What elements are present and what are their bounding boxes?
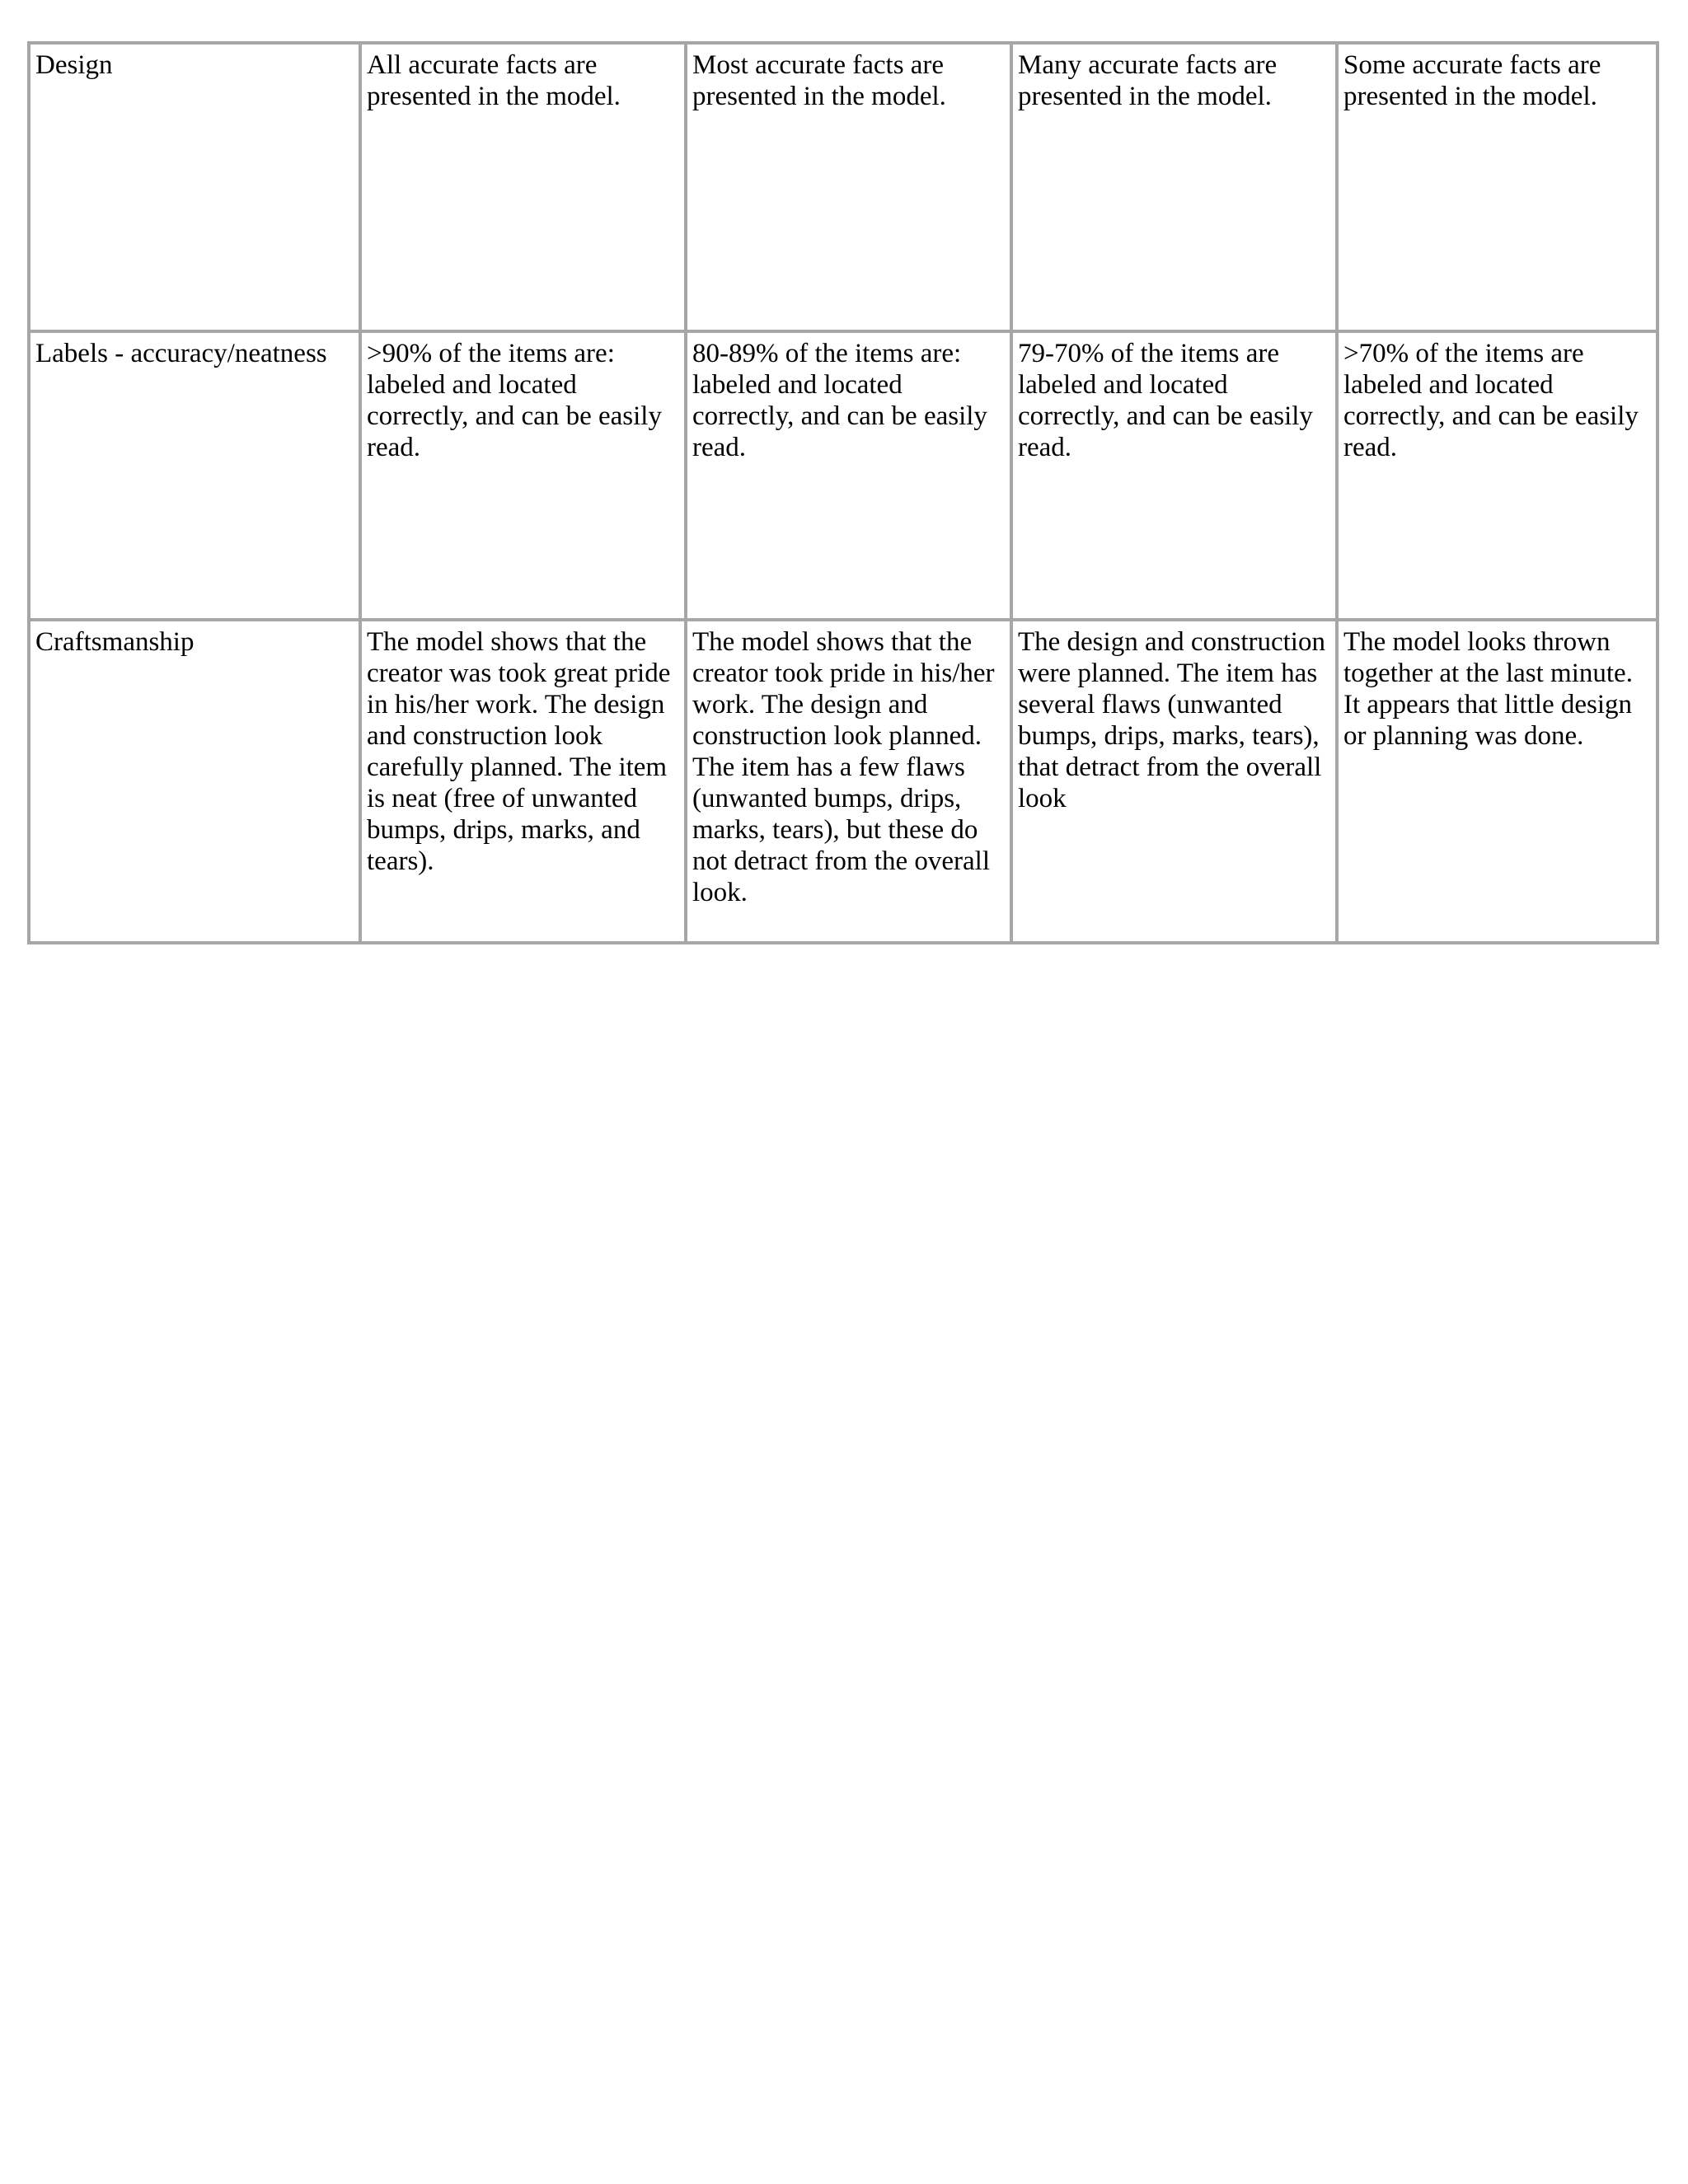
level-cell: The model shows that the creator was took great pride in his/her work. The design and construction look carefully planned. The item is neat (free of unwanted bumps, drips, marks, and tears). xyxy=(360,620,686,943)
level-cell: Most accurate facts are presented in the model. xyxy=(686,43,1011,331)
level-cell: >90% of the items are: labeled and located correctly, and can be easily read. xyxy=(360,331,686,620)
level-cell: >70% of the items are labeled and located correctly, and can be easily read. xyxy=(1337,331,1658,620)
level-cell: The model looks thrown together at the last minute. It appears that little design or planning was done. xyxy=(1337,620,1658,943)
rubric-row-craftsmanship xyxy=(29,620,1658,943)
level-cell: The design and construction were planned. The item has several flaws (unwanted bumps, drips, marks, tears), that detract from the overall look xyxy=(1011,620,1337,943)
criterion-cell: Labels - accuracy/neatness xyxy=(29,331,360,620)
level-cell: 80-89% of the items are: labeled and located correctly, and can be easily read. xyxy=(686,331,1011,620)
rubric-row-labels xyxy=(29,331,1658,620)
level-cell: Some accurate facts are presented in the model. xyxy=(1337,43,1658,331)
rubric-table xyxy=(27,41,1659,944)
level-cell: All accurate facts are presented in the model. xyxy=(360,43,686,331)
level-cell: Many accurate facts are presented in the model. xyxy=(1011,43,1337,331)
criterion-cell: Design xyxy=(29,43,360,331)
criterion-cell: Craftsmanship xyxy=(29,620,360,943)
level-cell: 79-70% of the items are labeled and located correctly, and can be easily read. xyxy=(1011,331,1337,620)
rubric-row-design xyxy=(29,43,1658,331)
level-cell: The model shows that the creator took pride in his/her work. The design and construction look planned. The item has a few flaws (unwanted bumps, drips, marks, tears), but these do not detract from the overall look. xyxy=(686,620,1011,943)
